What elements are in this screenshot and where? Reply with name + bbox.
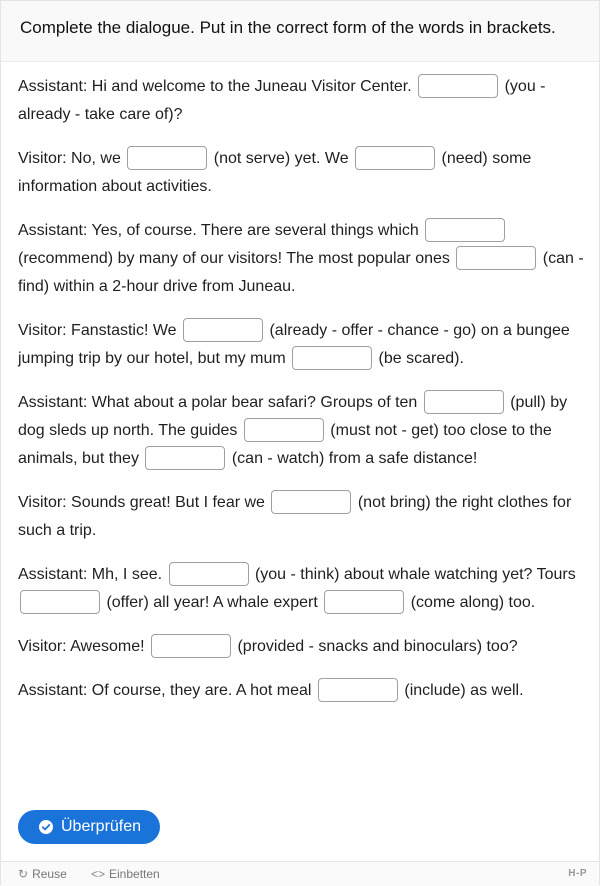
embed-label: Einbetten	[109, 867, 160, 881]
dialogue-text: (recommend) by many of our visitors! The most popular ones	[18, 250, 455, 267]
answer-blank-input[interactable]	[355, 146, 435, 170]
dialogue-text: (pull) by dog sleds up north. The guides	[18, 394, 568, 439]
instructions-text: Complete the dialogue. Put in the correct form of the words in brackets.	[20, 18, 556, 37]
answer-blank-input[interactable]	[151, 634, 231, 658]
check-circle-icon	[39, 820, 53, 834]
check-button-label: Überprüfen	[61, 818, 142, 835]
dialogue-text: (can - watch) from a safe distance!	[227, 450, 478, 467]
dialogue-text: (offer) all year! A whale expert	[102, 594, 323, 611]
dialogue-paragraph	[18, 677, 588, 705]
dialogue-text: (must not - get) too close to the animals, but they	[18, 422, 552, 467]
h5p-logo: H-P	[568, 868, 587, 879]
dialogue-area	[18, 73, 588, 721]
dialogue-text: Visitor: Fanstastic! We	[18, 322, 182, 339]
dialogue-text: (include) as well.	[399, 682, 524, 699]
dialogue-text: Assistant: Mh, I see.	[18, 566, 167, 583]
embed-button[interactable]	[91, 867, 160, 881]
footer-bar	[1, 861, 599, 886]
dialogue-text: (not serve) yet. We	[209, 150, 354, 167]
dialogue-paragraph	[18, 317, 588, 373]
dialogue-paragraph	[18, 73, 588, 129]
code-icon: <>	[91, 867, 106, 881]
dialogue-text: (come along) too.	[406, 594, 536, 611]
check-button[interactable]	[18, 810, 160, 844]
dialogue-paragraph	[18, 145, 588, 201]
dialogue-paragraph	[18, 489, 588, 545]
dialogue-text: Assistant: What about a polar bear safari? Groups of ten	[18, 394, 422, 411]
dialogue-text: Assistant: Yes, of course. There are several things which	[18, 222, 424, 239]
dialogue-text: (provided - snacks and binoculars) too?	[233, 638, 518, 655]
answer-blank-input[interactable]	[271, 490, 351, 514]
dialogue-text: (you - think) about whale watching yet? Tours	[250, 566, 576, 583]
dialogue-paragraph	[18, 389, 588, 473]
dialogue-text: (you - already - take care of)?	[18, 78, 546, 123]
dialogue-text: (can - find) within a 2-hour drive from Juneau.	[18, 250, 584, 295]
dialogue-paragraph	[18, 633, 588, 661]
answer-blank-input[interactable]	[20, 590, 100, 614]
reuse-label: Reuse	[32, 867, 67, 881]
dialogue-text: Visitor: No, we	[18, 150, 126, 167]
dialogue-text: Assistant: Of course, they are. A hot meal	[18, 682, 316, 699]
dialogue-text: Assistant: Hi and welcome to the Juneau Visitor Center.	[18, 78, 417, 95]
dialogue-text: Visitor: Awesome!	[18, 638, 150, 655]
dialogue-paragraph	[18, 217, 588, 301]
reuse-button[interactable]	[18, 867, 67, 881]
reuse-icon: ↻	[18, 867, 29, 881]
answer-blank-input[interactable]	[424, 390, 504, 414]
answer-blank-input[interactable]	[183, 318, 263, 342]
answer-blank-input[interactable]	[425, 218, 505, 242]
answer-blank-input[interactable]	[456, 246, 536, 270]
answer-blank-input[interactable]	[244, 418, 324, 442]
answer-blank-input[interactable]	[324, 590, 404, 614]
answer-blank-input[interactable]	[292, 346, 372, 370]
dialogue-text: (not bring) the right clothes for such a trip.	[18, 494, 572, 539]
dialogue-paragraph	[18, 561, 588, 617]
answer-blank-input[interactable]	[169, 562, 249, 586]
instructions-header	[1, 1, 599, 62]
answer-blank-input[interactable]	[418, 74, 498, 98]
dialogue-text: Visitor: Sounds great! But I fear we	[18, 494, 270, 511]
dialogue-text: (already - offer - chance - go) on a bungee jumping trip by our hotel, but my mum	[18, 322, 570, 367]
answer-blank-input[interactable]	[318, 678, 398, 702]
answer-blank-input[interactable]	[127, 146, 207, 170]
answer-blank-input[interactable]	[145, 446, 225, 470]
dialogue-text: (be scared).	[374, 350, 464, 367]
dialogue-text: (need) some information about activities.	[18, 150, 532, 195]
